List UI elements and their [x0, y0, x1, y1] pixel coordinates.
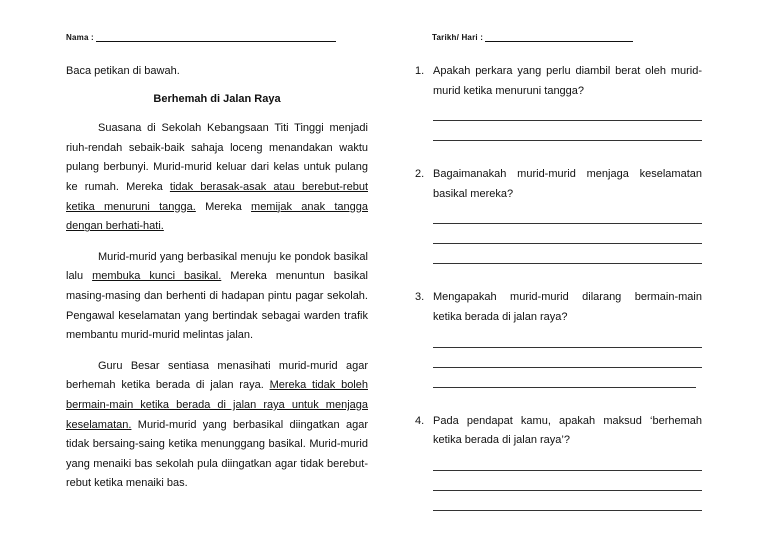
question-number: 4. [415, 414, 425, 427]
question-number: 1. [415, 65, 425, 77]
answer-line[interactable] [433, 101, 702, 121]
answer-line[interactable] [433, 204, 702, 224]
answer-line[interactable] [433, 491, 702, 511]
question-4 [415, 412, 702, 511]
p1-underlined-1: tidak berasak-asak atau berebut-rebut ketika menuruni tangga. [66, 180, 368, 213]
question-text: Apakah perkara yang perlu diambil berat oleh murid-murid ketika menuruni tangga? [433, 65, 702, 97]
p3-underlined-1: Mereka tidak boleh bermain-main ketika berada di jalan raya untuk menjaga keselamatan. [66, 379, 368, 431]
passage-column [66, 62, 368, 505]
answer-line[interactable] [433, 451, 702, 471]
p3-text-2: Murid-murid yang berbasikal diingatkan agar tidak bersaing-saing ketika menunggang basikal. Murid-murid yang menaiki bas sekolah pula diingatkan agar tidak berebut-rebut ketika menaiki bas. [66, 418, 368, 490]
answer-line[interactable] [433, 368, 696, 388]
instruction-text: Baca petikan di bawah. [66, 65, 180, 77]
passage-paragraph-1 [66, 119, 368, 237]
answer-line[interactable] [433, 224, 702, 244]
answer-line[interactable] [433, 328, 702, 348]
passage-paragraph-3 [66, 357, 368, 494]
date-label: Tarikh/ Hari : [432, 33, 484, 42]
question-3 [415, 288, 702, 387]
p1-text-1: Suasana di Sekolah Kebangsaan Titi Tinggi menjadi riuh-rendah sebaik-baik sahaja loceng menandakan waktu pulang berbunyi. Murid-murid keluar dari kelas untuk pulang ke rumah. Mereka [66, 122, 368, 193]
question-number: 3. [415, 291, 425, 304]
question-text: Bagaimanakah murid-murid menjaga keselamatan basikal mereka? [433, 168, 702, 200]
answer-line[interactable] [433, 244, 702, 264]
answer-line[interactable] [433, 471, 702, 491]
p2-text-2: Mereka menuntun basikal masing-masing dan berhenti di hadapan pintu pagar sekolah. Pengawal keselamatan yang bertindak sebagai warden trafik membantu murid-murid melintas jalan. [66, 270, 368, 342]
p3-text-1: Guru Besar sentiasa menasihati murid-murid agar berhemah ketika berada di jalan raya. [66, 359, 368, 392]
date-field-row [432, 33, 633, 42]
name-label: Nama : [66, 33, 94, 42]
passage-title: Berhemah di Jalan Raya [153, 92, 281, 105]
p1-text-2: Mereka [195, 200, 252, 213]
answer-line[interactable] [433, 121, 702, 141]
question-2 [415, 165, 702, 264]
questions-column [415, 62, 702, 511]
p1-underlined-2: memijak anak tangga dengan berhati-hati. [66, 200, 368, 233]
question-text: Mengapakah murid-murid dilarang bermain-main ketika berada di jalan raya? [433, 291, 702, 323]
passage-paragraph-2 [66, 248, 368, 346]
answer-line[interactable] [433, 348, 702, 368]
p2-underlined-1: membuka kunci basikal. [92, 270, 222, 283]
question-number: 2. [415, 168, 425, 181]
p2-text-1: Murid-murid yang berbasikal menuju ke pondok basikal lalu [66, 250, 368, 283]
question-1 [415, 62, 702, 141]
date-input-line[interactable] [485, 33, 633, 42]
name-input-line[interactable] [96, 33, 336, 42]
question-text: Pada pendapat kamu, apakah maksud ‘berhemah ketika berada di jalan raya’? [433, 414, 702, 447]
name-field-row [66, 33, 336, 42]
